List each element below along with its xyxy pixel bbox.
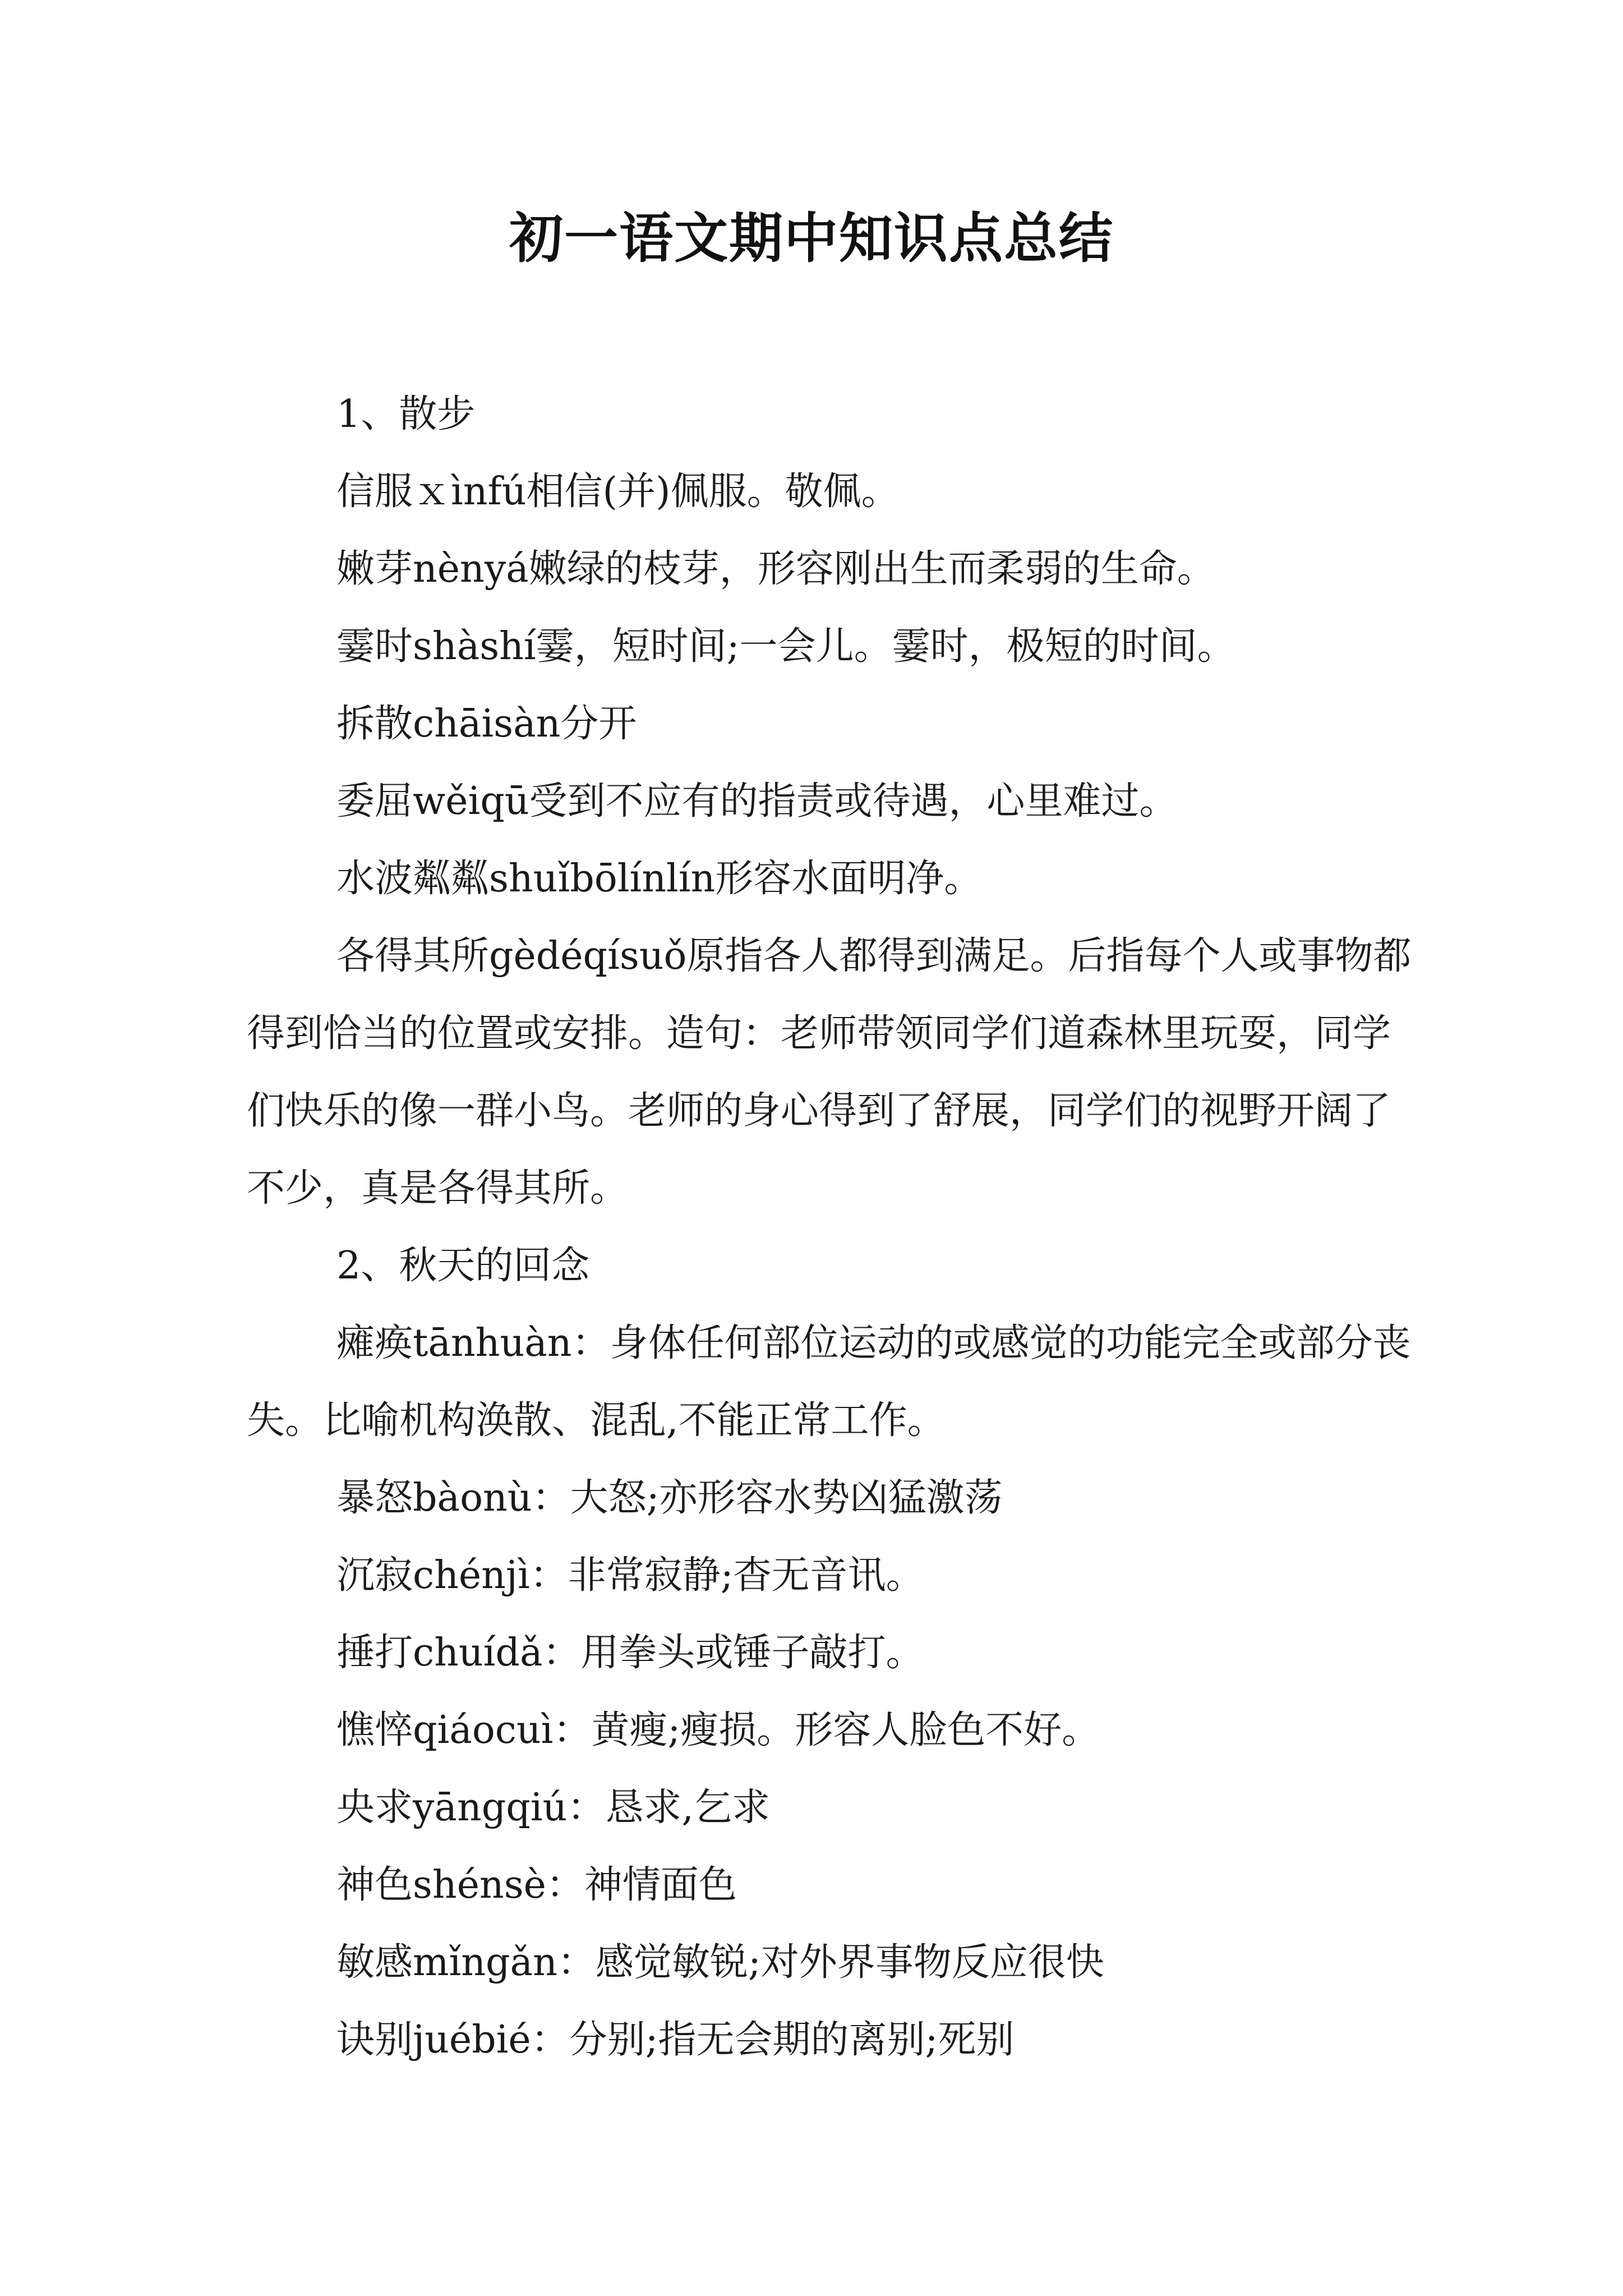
vocab-entry: 央求yāngqiú：恳求,乞求 <box>336 1786 770 1830</box>
section-heading: 2、秋天的回念 <box>336 1244 590 1288</box>
document-body <box>247 376 1413 2079</box>
vocab-entry: 水波粼粼shuǐbōlínlín形容水面明净。 <box>336 857 983 901</box>
vocab-entry: 神色shénsè：神情面色 <box>336 1863 737 1907</box>
vocab-entry: 诀别juébié：分别;指无会期的离别;死别 <box>336 2018 1015 2062</box>
vocab-entry: 霎时shàshí霎，短时间;一会儿。霎时，极短的时间。 <box>336 624 1235 669</box>
vocab-entry: 拆散chāisàn分开 <box>336 702 637 746</box>
vocab-entry: 沉寂chénjì：非常寂静;杳无音讯。 <box>336 1553 924 1598</box>
vocab-entry: 信服ｘìnfú相信(并)佩服。敬佩。 <box>336 470 900 514</box>
vocab-entry: 委屈wěiqū受到不应有的指责或待遇，心里难过。 <box>336 779 1178 823</box>
vocab-entry: 瘫痪tānhuàn：身体任何部位运动的或感觉的功能完全或部分丧失。比喻机构涣散、混乱,不能正常工作。 <box>247 1321 1411 1443</box>
vocab-entry: 捶打chuídǎ：用拳头或锤子敲打。 <box>336 1631 924 1675</box>
vocab-entry: 暴怒bàonù：大怒;亦形容水势凶猛激荡 <box>336 1476 1003 1520</box>
vocab-entry: 憔悴qiáocuì：黄瘦;瘦损。形容人脸色不好。 <box>336 1708 1100 1752</box>
vocab-entry: 敏感mǐngǎn：感觉敏锐;对外界事物反应很快 <box>336 1940 1104 1985</box>
vocab-entry: 各得其所gèdéqísuǒ原指各人都得到满足。后指每个人或事物都得到恰当的位置或安排。造句：老师带领同学们道森林里玩耍，同学们快乐的像一群小鸟。老师的身心得到了舒展，同学们的视野开阔了不少，真是各得其所。 <box>247 934 1412 1211</box>
vocab-entry: 嫩芽nènyá嫩绿的枝芽，形容刚出生而柔弱的生命。 <box>336 547 1215 591</box>
section-heading: 1、散步 <box>336 392 476 436</box>
document-title: 初一语文期中知识点总结 <box>509 206 1114 270</box>
